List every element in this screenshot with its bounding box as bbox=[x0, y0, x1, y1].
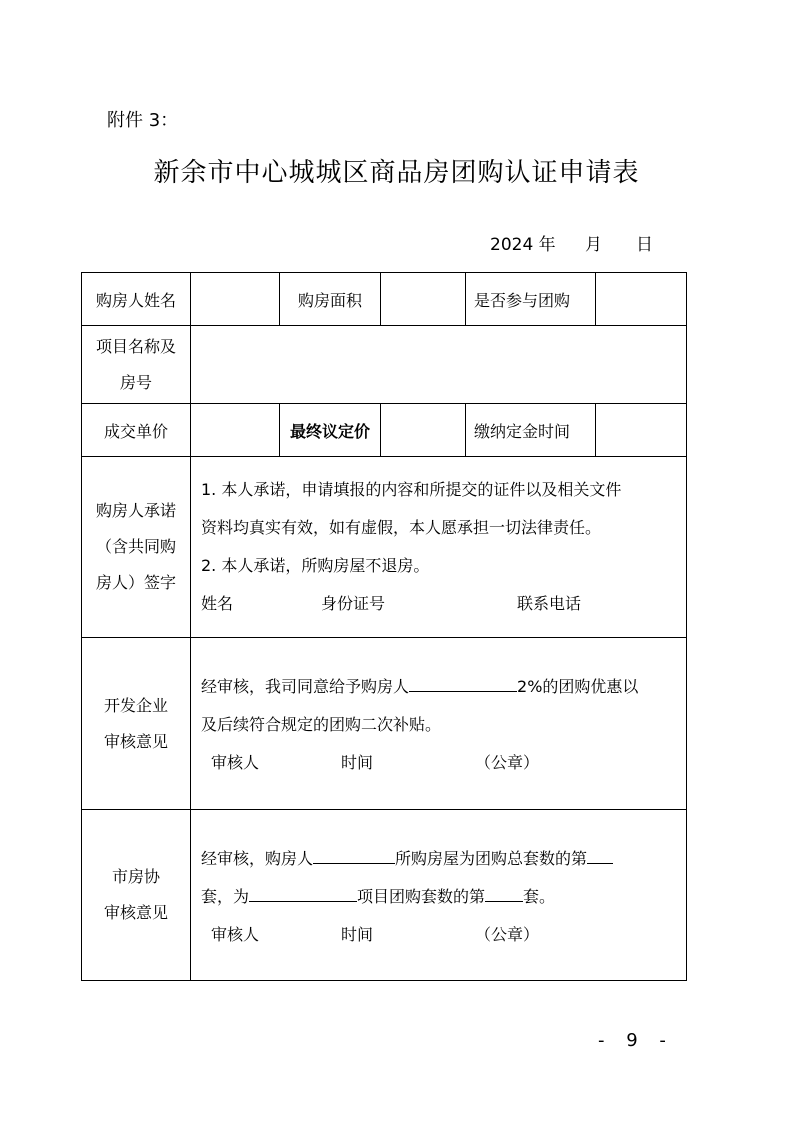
final-price-field[interactable] bbox=[381, 404, 466, 457]
pledge-label-line2: （含共同购 bbox=[95, 537, 176, 556]
unit-price-field[interactable] bbox=[191, 404, 280, 457]
signature-id-label: 身份证号 bbox=[321, 594, 386, 613]
pledge-line3: 2. 本人承诺，所购房屋不退房。 bbox=[201, 556, 430, 575]
page-number: - 9 - bbox=[598, 1030, 674, 1051]
group-buy-field[interactable] bbox=[596, 273, 687, 326]
housing-assoc-buyer-blank[interactable] bbox=[313, 845, 395, 864]
developer-label-line2: 审核意见 bbox=[103, 731, 168, 751]
developer-label-line1: 开发企业 bbox=[103, 695, 168, 715]
row-housing-assoc bbox=[82, 810, 687, 981]
row-developer bbox=[82, 638, 687, 810]
housing-assoc-label-line1: 市房协 bbox=[111, 867, 160, 886]
housing-assoc-mid: 所购房屋为团购总套数的第 bbox=[395, 849, 588, 868]
developer-seal-label: （公章） bbox=[475, 753, 540, 772]
row-project bbox=[82, 326, 687, 404]
area-field[interactable] bbox=[381, 273, 466, 326]
pledge-label bbox=[82, 457, 191, 638]
housing-assoc-line2-mid: 项目团购套数的第 bbox=[357, 887, 486, 906]
housing-assoc-label bbox=[82, 810, 191, 981]
group-buy-label: 是否参与团购 bbox=[466, 273, 596, 326]
developer-line2: 及后续符合规定的团购二次补贴。 bbox=[201, 715, 442, 734]
housing-assoc-project-blank[interactable] bbox=[249, 883, 357, 902]
unit-price-label: 成交单价 bbox=[82, 404, 191, 457]
housing-assoc-prefix: 经审核，购房人 bbox=[201, 849, 314, 868]
row-price bbox=[82, 404, 687, 457]
developer-time-label: 时间 bbox=[341, 753, 374, 772]
developer-line1 bbox=[201, 668, 686, 706]
housing-assoc-time-label: 时间 bbox=[341, 925, 374, 944]
housing-assoc-project-rank-blank[interactable] bbox=[485, 883, 523, 902]
housing-assoc-signature-line bbox=[201, 916, 686, 954]
developer-reviewer-label: 审核人 bbox=[211, 753, 260, 772]
pledge-label-line3: 房人）签字 bbox=[95, 573, 176, 592]
signature-phone-label: 联系电话 bbox=[517, 594, 582, 613]
developer-signature-line bbox=[201, 744, 686, 782]
housing-assoc-content[interactable] bbox=[191, 810, 687, 981]
date-day: 日 bbox=[636, 235, 653, 255]
developer-buyer-blank[interactable] bbox=[409, 673, 517, 692]
housing-assoc-line2-prefix: 套，为 bbox=[201, 887, 250, 906]
housing-assoc-line2-suffix: 套。 bbox=[523, 887, 556, 906]
deposit-time-label: 缴纳定金时间 bbox=[466, 404, 596, 457]
housing-assoc-reviewer-label: 审核人 bbox=[211, 925, 260, 944]
signature-name-label: 姓名 bbox=[201, 594, 234, 613]
form-title: 新余市中心城城区商品房团购认证申请表 bbox=[153, 158, 640, 188]
buyer-name-label: 购房人姓名 bbox=[82, 273, 191, 326]
project-label-line2: 房号 bbox=[119, 372, 152, 392]
row-pledge bbox=[82, 457, 687, 638]
housing-assoc-total-rank-blank[interactable] bbox=[587, 845, 613, 864]
developer-text-prefix: 经审核，我司同意给予购房人 bbox=[201, 677, 410, 696]
developer-label bbox=[82, 638, 191, 810]
pledge-signature-line bbox=[201, 585, 686, 623]
row-buyer-info bbox=[82, 273, 687, 326]
developer-content[interactable] bbox=[191, 638, 687, 810]
buyer-name-field[interactable] bbox=[191, 273, 280, 326]
housing-assoc-seal-label: （公章） bbox=[475, 925, 540, 944]
developer-text-suffix: 2%的团购优惠以 bbox=[517, 677, 639, 696]
project-field[interactable] bbox=[191, 326, 687, 404]
pledge-label-line1: 购房人承诺 bbox=[95, 501, 176, 520]
housing-assoc-label-line2: 审核意见 bbox=[103, 903, 168, 922]
date-month: 月 bbox=[585, 235, 602, 255]
project-label bbox=[82, 326, 191, 404]
pledge-line1: 1. 本人承诺，申请填报的内容和所提交的证件以及相关文件 bbox=[201, 480, 622, 499]
application-form-table bbox=[81, 272, 687, 981]
attachment-label: 附件 3： bbox=[107, 110, 179, 131]
housing-assoc-line2 bbox=[201, 878, 686, 916]
date-year: 2024 年 bbox=[490, 235, 556, 255]
project-label-line1: 项目名称及 bbox=[95, 336, 176, 356]
area-label: 购房面积 bbox=[280, 273, 381, 326]
pledge-line2: 资料均真实有效，如有虚假，本人愿承担一切法律责任。 bbox=[201, 518, 602, 537]
final-price-label: 最终议定价 bbox=[280, 404, 381, 457]
pledge-content[interactable] bbox=[191, 457, 687, 638]
housing-assoc-line1 bbox=[201, 840, 686, 878]
deposit-time-field[interactable] bbox=[596, 404, 687, 457]
